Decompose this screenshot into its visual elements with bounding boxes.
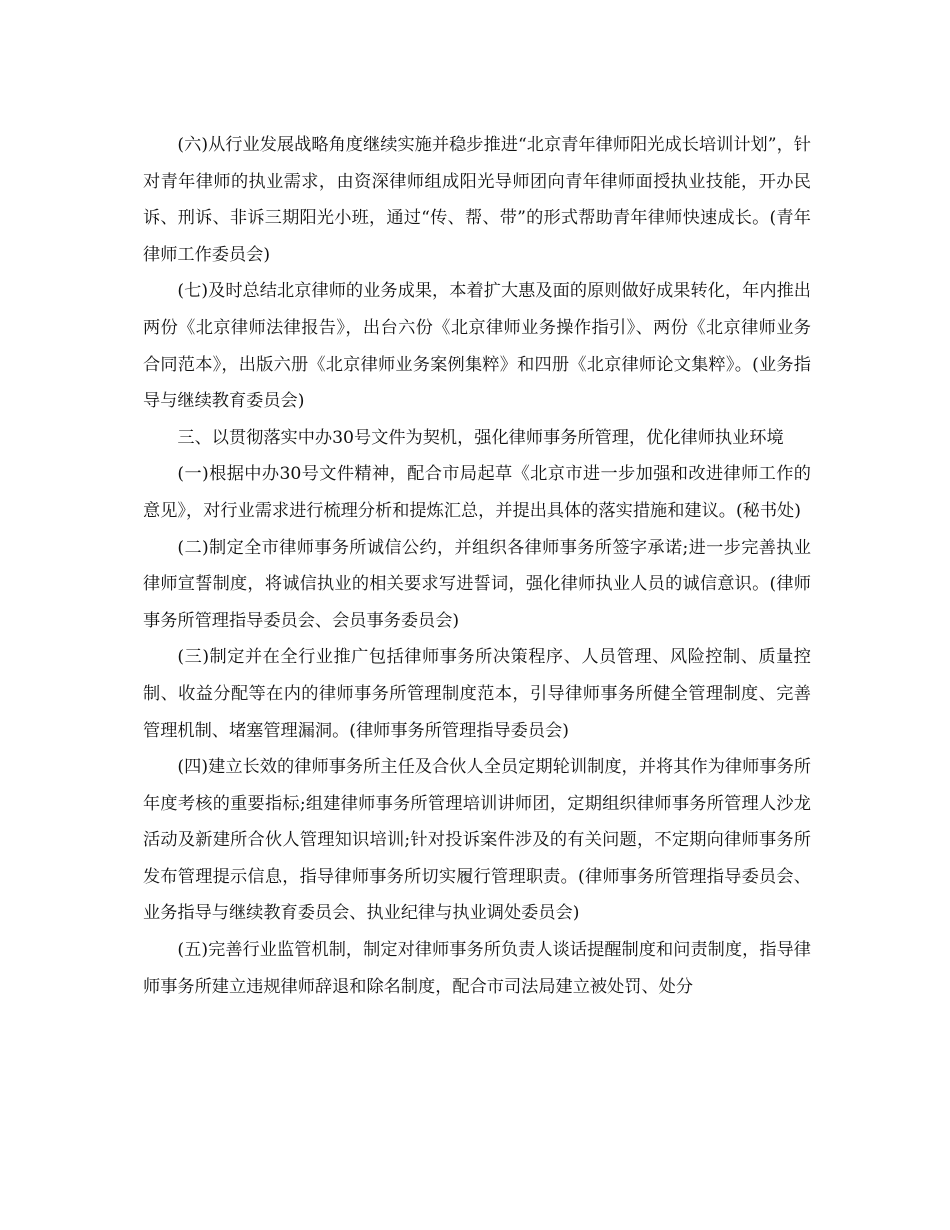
- paragraph-item-5: (五)完善行业监管机制，制定对律师事务所负责人谈话提醒制度和问责制度，指导律师事务所建立违规律师辞退和除名制度，配合市司法局建立被处罚、处分: [143, 940, 811, 997]
- section-heading-3: 三、以贯彻落实中办30号文件为契机，强化律师事务所管理，优化律师执业环境: [177, 427, 784, 448]
- paragraph-item-3: (三)制定并在全行业推广包括律师事务所决策程序、人员管理、风险控制、质量控制、收益分配等在内的律师事务所管理制度范本，引导律师事务所健全管理制度、完善管理机制、堵塞管理漏洞。(律师事务所管理指导委员会): [143, 647, 811, 741]
- paragraph-item-4: (四)建立长效的律师事务所主任及合伙人全员定期轮训制度，并将其作为律师事务所年度考核的重要指标;组建律师事务所管理培训讲师团，定期组织律师事务所管理人沙龙活动及新建所合伙人管理知识培训;针对投诉案件涉及的有关问题，不定期向律师事务所发布管理提示信息，指导律师事务所切实履行管理职责。(律师事务所管理指导委员会、业务指导与继续教育委员会、执业纪律与执业调处委员会): [143, 757, 811, 924]
- document-body: [143, 127, 811, 1005]
- paragraph-item-1: (一)根据中办30号文件精神，配合市局起草《北京市进一步加强和改进律师工作的意见》，对行业需求进行梳理分析和提炼汇总，并提出具体的落实措施和建议。(秘书处): [143, 464, 811, 521]
- paragraph-section-7: (七)及时总结北京律师的业务成果，本着扩大惠及面的原则做好成果转化，年内推出两份《北京律师法律报告》，出台六份《北京律师业务操作指引》、两份《北京律师业务合同范本》，出版六册《北京律师业务案例集粹》和四册《北京律师论文集粹》。(业务指导与继续教育委员会): [143, 281, 811, 412]
- paragraph-item-2: (二)制定全市律师事务所诚信公约，并组织各律师事务所签字承诺;进一步完善执业律师宣誓制度，将诚信执业的相关要求写进誓词，强化律师执业人员的诚信意识。(律师事务所管理指导委员会、会员事务委员会): [143, 537, 811, 631]
- paragraph-section-6: (六)从行业发展战略角度继续实施并稳步推进“北京青年律师阳光成长培训计划”，针对青年律师的执业需求，由资深律师组成阳光导师团向青年律师面授执业技能，开办民诉、刑诉、非诉三期阳光小班，通过“传、帮、带”的形式帮助青年律师快速成长。(青年律师工作委员会): [143, 135, 811, 265]
